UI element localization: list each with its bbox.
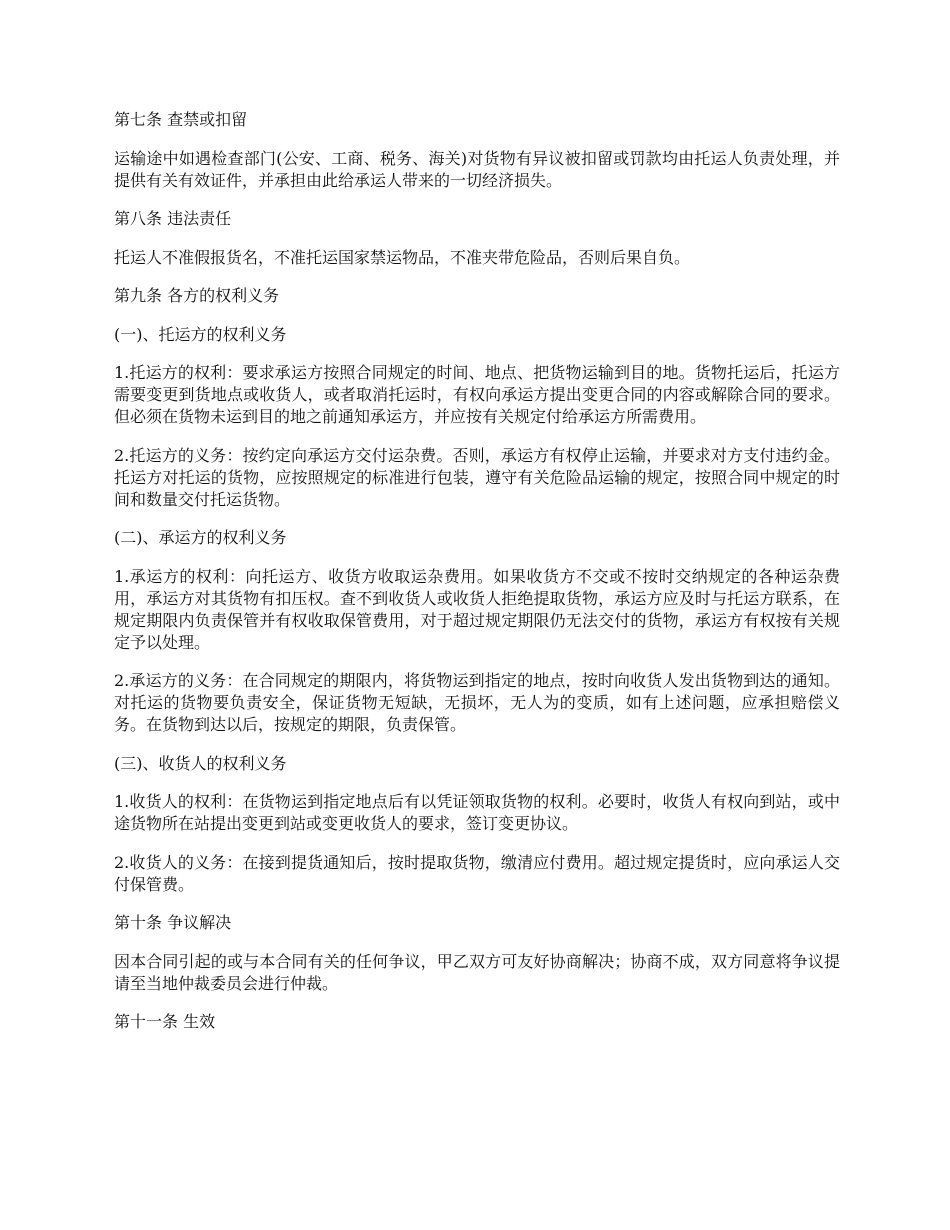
carrier-obligations-paragraph: 2.承运方的义务：在合同规定的期限内，将货物运到指定的地点，按时向收货人发出货物到达的通知。对托运的货物要负责安全，保证货物无短缺，无损坏，无人为的变质，如有上述问题，应承担赔偿义务。在货物到达以后，按规定的期限，负责保管。 bbox=[114, 671, 840, 734]
carrier-section-heading: (二)、承运方的权利义务 bbox=[114, 528, 287, 547]
article-10-heading: 第十条 争议解决 bbox=[114, 913, 232, 932]
article-7-heading: 第七条 查禁或扣留 bbox=[114, 110, 248, 129]
consignee-obligations-paragraph: 2.收货人的义务：在接到提货通知后，按时提取货物，缴清应付费用。超过规定提货时，应向承运人交付保管费。 bbox=[114, 852, 840, 894]
consignee-section-heading: (三)、收货人的权利义务 bbox=[114, 753, 287, 773]
article-11-heading: 第十一条 生效 bbox=[114, 1012, 216, 1031]
document-body bbox=[114, 109, 840, 1050]
article-9-heading: 第九条 各方的权利义务 bbox=[114, 286, 280, 305]
article-8-heading: 第八条 违法责任 bbox=[114, 209, 232, 228]
shipper-section-heading: (一)、托运方的权利义务 bbox=[114, 324, 287, 344]
carrier-rights-paragraph: 1.承运方的权利：向托运方、收货方收取运杂费用。如果收货方不交或不按时交纳规定的各种运杂费用，承运方对其货物有扣压权。查不到收货人或收货人拒绝提取货物，承运方应及时与托运方联系，在规定期限内负责保管并有权收取保管费用，对于超过规定期限仍无法交付的货物，承运方有权按有关规定予以处理。 bbox=[114, 566, 840, 652]
shipper-rights-paragraph: 1.托运方的权利：要求承运方按照合同规定的时间、地点、把货物运输到目的地。货物托运后，托运方需要变更到货地点或收货人，或者取消托运时，有权向承运方提出变更合同的内容或解除合同的要求。但必须在货物未运到目的地之前通知承运方，并应按有关规定付给承运方所需费用。 bbox=[114, 363, 840, 426]
shipper-obligations-paragraph: 2.托运方的义务：按约定向承运方交付运杂费。否则，承运方有权停止运输，并要求对方支付违约金。托运方对托运的货物，应按照规定的标准进行包装，遵守有关危险品运输的规定，按照合同中规定的时间和数量交付托运货物。 bbox=[114, 445, 840, 509]
article-8-paragraph: 托运人不准假报货名，不准托运国家禁运物品，不准夹带危险品，否则后果自负。 bbox=[114, 247, 691, 267]
article-7-paragraph: 运输途中如遇检查部门(公安、工商、税务、海关)对货物有异议被扣留或罚款均由托运人负责处理，并提供有关有效证件，并承担由此给承运人带来的一切经济损失。 bbox=[114, 148, 840, 190]
article-10-paragraph: 因本合同引起的或与本合同有关的任何争议，甲乙双方可友好协商解决；协商不成，双方同意将争议提请至当地仲裁委员会进行仲裁。 bbox=[114, 951, 840, 993]
consignee-rights-paragraph: 1.收货人的权利：在货物运到指定地点后有以凭证领取货物的权利。必要时，收货人有权向到站，或中途货物所在站提出变更到站或变更收货人的要求，签订变更协议。 bbox=[114, 792, 840, 833]
